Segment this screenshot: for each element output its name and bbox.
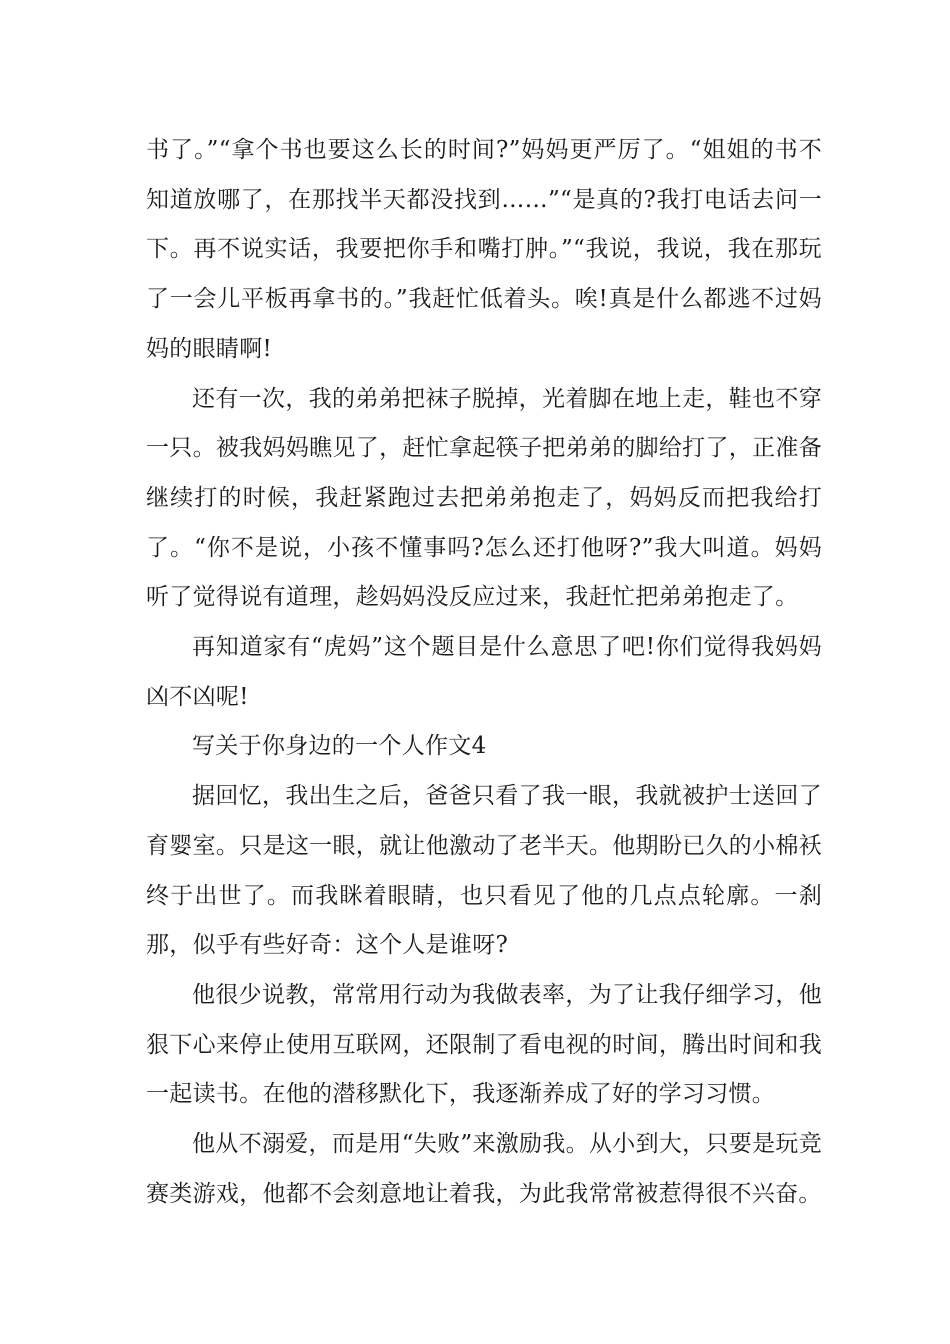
- paragraph-continuation: 书了。”“拿个书也要这么长的时间?”妈妈更严厉了。“姐姐的书不知道放哪了，在那找半天都没找到……”“是真的?我打电话去问一下。再不说实话，我要把你手和嘴打肿。”“我说，我说，我在那玩了一会儿平板再拿书的。”我赶忙低着头。唉!真是什么都逃不过妈妈的眼睛啊!: [146, 137, 822, 362]
- section-heading: 写关于你身边的一个人作文4: [192, 733, 487, 760]
- paragraph: 他从不溺爱，而是用“失败”来激励我。从小到大，只要是玩竞赛类游戏，他都不会刻意地让着我，为此我常常被惹得很不兴奋。: [146, 1131, 822, 1207]
- document-body: [146, 126, 822, 1219]
- paragraph: 他很少说教，常常用行动为我做表率，为了让我仔细学习，他狠下心来停止使用互联网，还限制了看电视的时间，腾出时间和我一起读书。在他的潜移默化下，我逐渐养成了好的学习习惯。: [146, 981, 822, 1108]
- paragraph: 据回忆，我出生之后，爸爸只看了我一眼，我就被护士送回了育婴室。只是这一眼，就让他激动了老半天。他期盼已久的小棉袄终于出世了。而我眯着眼睛，也只看见了他的几点点轮廓。一刹那，似乎有些好奇：这个人是谁呀?: [146, 783, 822, 959]
- paragraph: 再知道家有“虎妈”这个题目是什么意思了吧!你们觉得我妈妈凶不凶呢!: [146, 634, 822, 710]
- paragraph: 还有一次，我的弟弟把袜子脱掉，光着脚在地上走，鞋也不穿一只。被我妈妈瞧见了，赶忙拿起筷子把弟弟的脚给打了，正准备继续打的时候，我赶紧跑过去把弟弟抱走了，妈妈反而把我给打了。“你不是说，小孩不懂事吗?怎么还打他呀?”我大叫道。妈妈听了觉得说有道理，趁妈妈没反应过来，我赶忙把弟弟抱走了。: [146, 385, 822, 611]
